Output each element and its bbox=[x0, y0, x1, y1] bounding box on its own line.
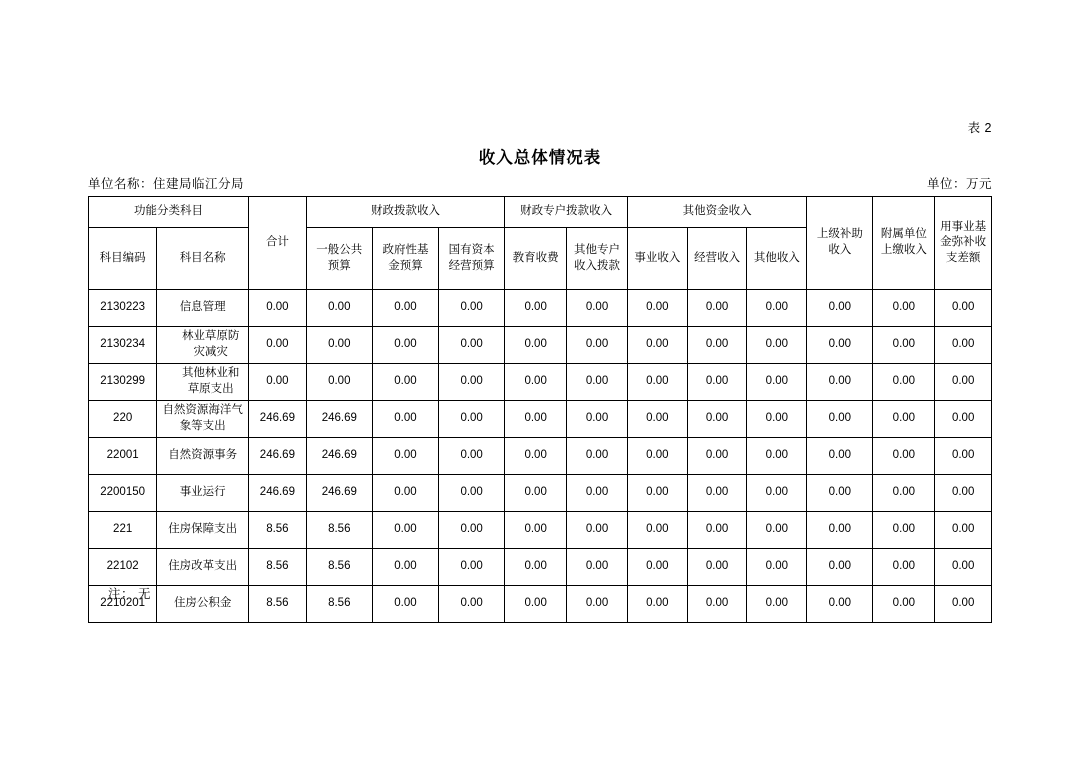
cell-value: 0.00 bbox=[687, 364, 747, 401]
cell-value: 0.00 bbox=[505, 290, 567, 327]
cell-value: 0.00 bbox=[873, 586, 935, 623]
cell-value: 0.00 bbox=[687, 290, 747, 327]
unit-name-value: 住建局临江分局 bbox=[153, 177, 245, 191]
header-affiliated-unit: 附属单位上缴收入 bbox=[873, 197, 935, 290]
cell-value: 0.00 bbox=[807, 475, 873, 512]
cell-value: 0.00 bbox=[747, 549, 807, 586]
cell-value: 0.00 bbox=[306, 327, 372, 364]
cell-value: 0.00 bbox=[439, 549, 505, 586]
cell-value: 0.00 bbox=[747, 364, 807, 401]
cell-value: 0.00 bbox=[873, 438, 935, 475]
cell-value: 0.00 bbox=[873, 327, 935, 364]
cell-value: 0.00 bbox=[567, 327, 628, 364]
cell-value: 0.00 bbox=[372, 290, 438, 327]
header-government-fund-budget: 政府性基金预算 bbox=[372, 228, 438, 290]
cell-value: 246.69 bbox=[306, 401, 372, 438]
cell-value: 0.00 bbox=[306, 364, 372, 401]
cell-value: 0.00 bbox=[372, 327, 438, 364]
cell-value: 0.00 bbox=[567, 438, 628, 475]
table-row bbox=[89, 327, 992, 364]
cell-value: 0.00 bbox=[807, 438, 873, 475]
cell-value: 246.69 bbox=[306, 438, 372, 475]
table-header-group-row bbox=[89, 197, 992, 228]
cell-value: 0.00 bbox=[873, 290, 935, 327]
cell-value: 0.00 bbox=[567, 364, 628, 401]
cell-value: 0.00 bbox=[747, 290, 807, 327]
cell-value: 0.00 bbox=[687, 512, 747, 549]
cell-value: 0.00 bbox=[935, 364, 992, 401]
cell-value: 0.00 bbox=[747, 586, 807, 623]
cell-value: 0.00 bbox=[687, 549, 747, 586]
cell-value: 0.00 bbox=[627, 512, 687, 549]
header-fiscal-special-account: 财政专户拨款收入 bbox=[505, 197, 628, 228]
cell-subject-name: 住房保障支出 bbox=[157, 512, 249, 549]
cell-value: 0.00 bbox=[372, 475, 438, 512]
cell-value: 8.56 bbox=[249, 512, 307, 549]
cell-value: 0.00 bbox=[807, 586, 873, 623]
table-number-label: 表 2 bbox=[967, 121, 992, 135]
cell-value: 0.00 bbox=[249, 364, 307, 401]
cell-value: 0.00 bbox=[935, 586, 992, 623]
cell-value: 0.00 bbox=[807, 290, 873, 327]
cell-subject-name: 其他林业和草原支出 bbox=[157, 364, 249, 401]
header-operating-income-institution: 事业收入 bbox=[627, 228, 687, 290]
cell-value: 0.00 bbox=[372, 401, 438, 438]
cell-value: 0.00 bbox=[935, 290, 992, 327]
header-education-fee: 教育收费 bbox=[505, 228, 567, 290]
cell-subject-name: 自然资源海洋气象等支出 bbox=[157, 401, 249, 438]
cell-value: 8.56 bbox=[306, 512, 372, 549]
header-fiscal-allocation: 财政拨款收入 bbox=[306, 197, 505, 228]
header-subject-class: 功能分类科目 bbox=[89, 197, 249, 228]
cell-subject-code: 2130299 bbox=[89, 364, 157, 401]
cell-value: 0.00 bbox=[249, 327, 307, 364]
cell-value: 0.00 bbox=[687, 475, 747, 512]
cell-value: 0.00 bbox=[439, 364, 505, 401]
header-subject-code: 科目编码 bbox=[89, 228, 157, 290]
header-other-income: 其他收入 bbox=[747, 228, 807, 290]
income-summary-table bbox=[88, 196, 992, 623]
cell-value: 0.00 bbox=[439, 327, 505, 364]
cell-value: 0.00 bbox=[567, 512, 628, 549]
cell-value: 0.00 bbox=[505, 364, 567, 401]
table-row bbox=[89, 364, 992, 401]
table-row bbox=[89, 438, 992, 475]
header-superior-subsidy: 上级补助收入 bbox=[807, 197, 873, 290]
cell-subject-code: 22102 bbox=[89, 549, 157, 586]
cell-value: 246.69 bbox=[249, 475, 307, 512]
cell-value: 0.00 bbox=[505, 327, 567, 364]
cell-value: 0.00 bbox=[807, 327, 873, 364]
cell-value: 246.69 bbox=[306, 475, 372, 512]
cell-value: 0.00 bbox=[627, 438, 687, 475]
cell-value: 0.00 bbox=[439, 290, 505, 327]
cell-value: 0.00 bbox=[439, 475, 505, 512]
cell-value: 0.00 bbox=[567, 549, 628, 586]
cell-value: 0.00 bbox=[372, 586, 438, 623]
cell-subject-code: 2130234 bbox=[89, 327, 157, 364]
cell-value: 0.00 bbox=[372, 438, 438, 475]
cell-value: 0.00 bbox=[807, 512, 873, 549]
cell-subject-code: 221 bbox=[89, 512, 157, 549]
header-subject-name: 科目名称 bbox=[157, 228, 249, 290]
cell-value: 0.00 bbox=[747, 401, 807, 438]
cell-value: 0.00 bbox=[935, 401, 992, 438]
cell-value: 0.00 bbox=[627, 290, 687, 327]
cell-value: 0.00 bbox=[873, 475, 935, 512]
cell-value: 246.69 bbox=[249, 438, 307, 475]
cell-subject-name: 信息管理 bbox=[157, 290, 249, 327]
cell-value: 0.00 bbox=[935, 327, 992, 364]
cell-value: 0.00 bbox=[439, 512, 505, 549]
table-row bbox=[89, 290, 992, 327]
cell-value: 0.00 bbox=[935, 438, 992, 475]
cell-value: 8.56 bbox=[249, 586, 307, 623]
header-state-capital-budget: 国有资本经营预算 bbox=[439, 228, 505, 290]
cell-value: 0.00 bbox=[935, 475, 992, 512]
unit-name bbox=[88, 174, 244, 192]
cell-value: 0.00 bbox=[873, 364, 935, 401]
cell-value: 0.00 bbox=[747, 475, 807, 512]
cell-value: 0.00 bbox=[687, 327, 747, 364]
cell-value: 0.00 bbox=[747, 512, 807, 549]
cell-value: 0.00 bbox=[567, 586, 628, 623]
cell-subject-code: 2200150 bbox=[89, 475, 157, 512]
table-row bbox=[89, 401, 992, 438]
cell-value: 0.00 bbox=[747, 327, 807, 364]
header-other-funds: 其他资金收入 bbox=[627, 197, 806, 228]
header-fund-balance: 用事业基金弥补收支差额 bbox=[935, 197, 992, 290]
cell-value: 0.00 bbox=[687, 401, 747, 438]
cell-value: 0.00 bbox=[687, 438, 747, 475]
document-meta-row bbox=[88, 174, 992, 192]
cell-subject-code: 2130223 bbox=[89, 290, 157, 327]
cell-subject-name: 住房改革支出 bbox=[157, 549, 249, 586]
header-other-special-account: 其他专户收入拨款 bbox=[567, 228, 628, 290]
header-business-income: 经营收入 bbox=[687, 228, 747, 290]
cell-subject-name: 住房公积金 bbox=[157, 586, 249, 623]
cell-value: 0.00 bbox=[627, 475, 687, 512]
page-title: 收入总体情况表 bbox=[478, 149, 602, 167]
cell-subject-name: 事业运行 bbox=[157, 475, 249, 512]
cell-subject-code: 22001 bbox=[89, 438, 157, 475]
cell-value: 0.00 bbox=[935, 549, 992, 586]
table-note: 注： 无 bbox=[108, 587, 151, 601]
header-total: 合计 bbox=[249, 197, 307, 290]
cell-value: 0.00 bbox=[873, 512, 935, 549]
cell-value: 0.00 bbox=[807, 364, 873, 401]
cell-value: 0.00 bbox=[439, 586, 505, 623]
cell-value: 0.00 bbox=[807, 549, 873, 586]
cell-value: 0.00 bbox=[747, 438, 807, 475]
cell-subject-code: 2210201 bbox=[89, 586, 157, 623]
cell-value: 0.00 bbox=[372, 512, 438, 549]
cell-value: 0.00 bbox=[687, 586, 747, 623]
cell-value: 0.00 bbox=[567, 475, 628, 512]
cell-value: 0.00 bbox=[505, 438, 567, 475]
cell-value: 0.00 bbox=[873, 401, 935, 438]
cell-value: 8.56 bbox=[306, 549, 372, 586]
cell-value: 0.00 bbox=[372, 364, 438, 401]
cell-value: 0.00 bbox=[505, 401, 567, 438]
cell-value: 0.00 bbox=[439, 438, 505, 475]
table-row bbox=[89, 586, 992, 623]
cell-value: 0.00 bbox=[505, 512, 567, 549]
cell-value: 0.00 bbox=[627, 549, 687, 586]
cell-value: 0.00 bbox=[505, 586, 567, 623]
amount-unit-label: 单位：万元 bbox=[926, 177, 992, 191]
cell-value: 8.56 bbox=[306, 586, 372, 623]
cell-value: 0.00 bbox=[306, 290, 372, 327]
cell-value: 8.56 bbox=[249, 549, 307, 586]
unit-name-label: 单位名称： bbox=[88, 177, 154, 191]
cell-value: 0.00 bbox=[935, 512, 992, 549]
cell-value: 0.00 bbox=[372, 549, 438, 586]
cell-value: 0.00 bbox=[505, 475, 567, 512]
cell-value: 0.00 bbox=[627, 364, 687, 401]
table-row bbox=[89, 549, 992, 586]
cell-value: 0.00 bbox=[627, 327, 687, 364]
table-row bbox=[89, 475, 992, 512]
cell-value: 0.00 bbox=[567, 290, 628, 327]
header-general-public-budget: 一般公共预算 bbox=[306, 228, 372, 290]
cell-value: 0.00 bbox=[873, 549, 935, 586]
cell-value: 0.00 bbox=[627, 586, 687, 623]
cell-value: 0.00 bbox=[249, 290, 307, 327]
cell-value: 0.00 bbox=[627, 401, 687, 438]
table-body bbox=[89, 290, 992, 623]
cell-value: 0.00 bbox=[439, 401, 505, 438]
cell-subject-name: 林业草原防灾减灾 bbox=[157, 327, 249, 364]
cell-value: 0.00 bbox=[567, 401, 628, 438]
cell-value: 0.00 bbox=[505, 549, 567, 586]
cell-subject-code: 220 bbox=[89, 401, 157, 438]
table-row bbox=[89, 512, 992, 549]
cell-value: 246.69 bbox=[249, 401, 307, 438]
cell-value: 0.00 bbox=[807, 401, 873, 438]
cell-subject-name: 自然资源事务 bbox=[157, 438, 249, 475]
